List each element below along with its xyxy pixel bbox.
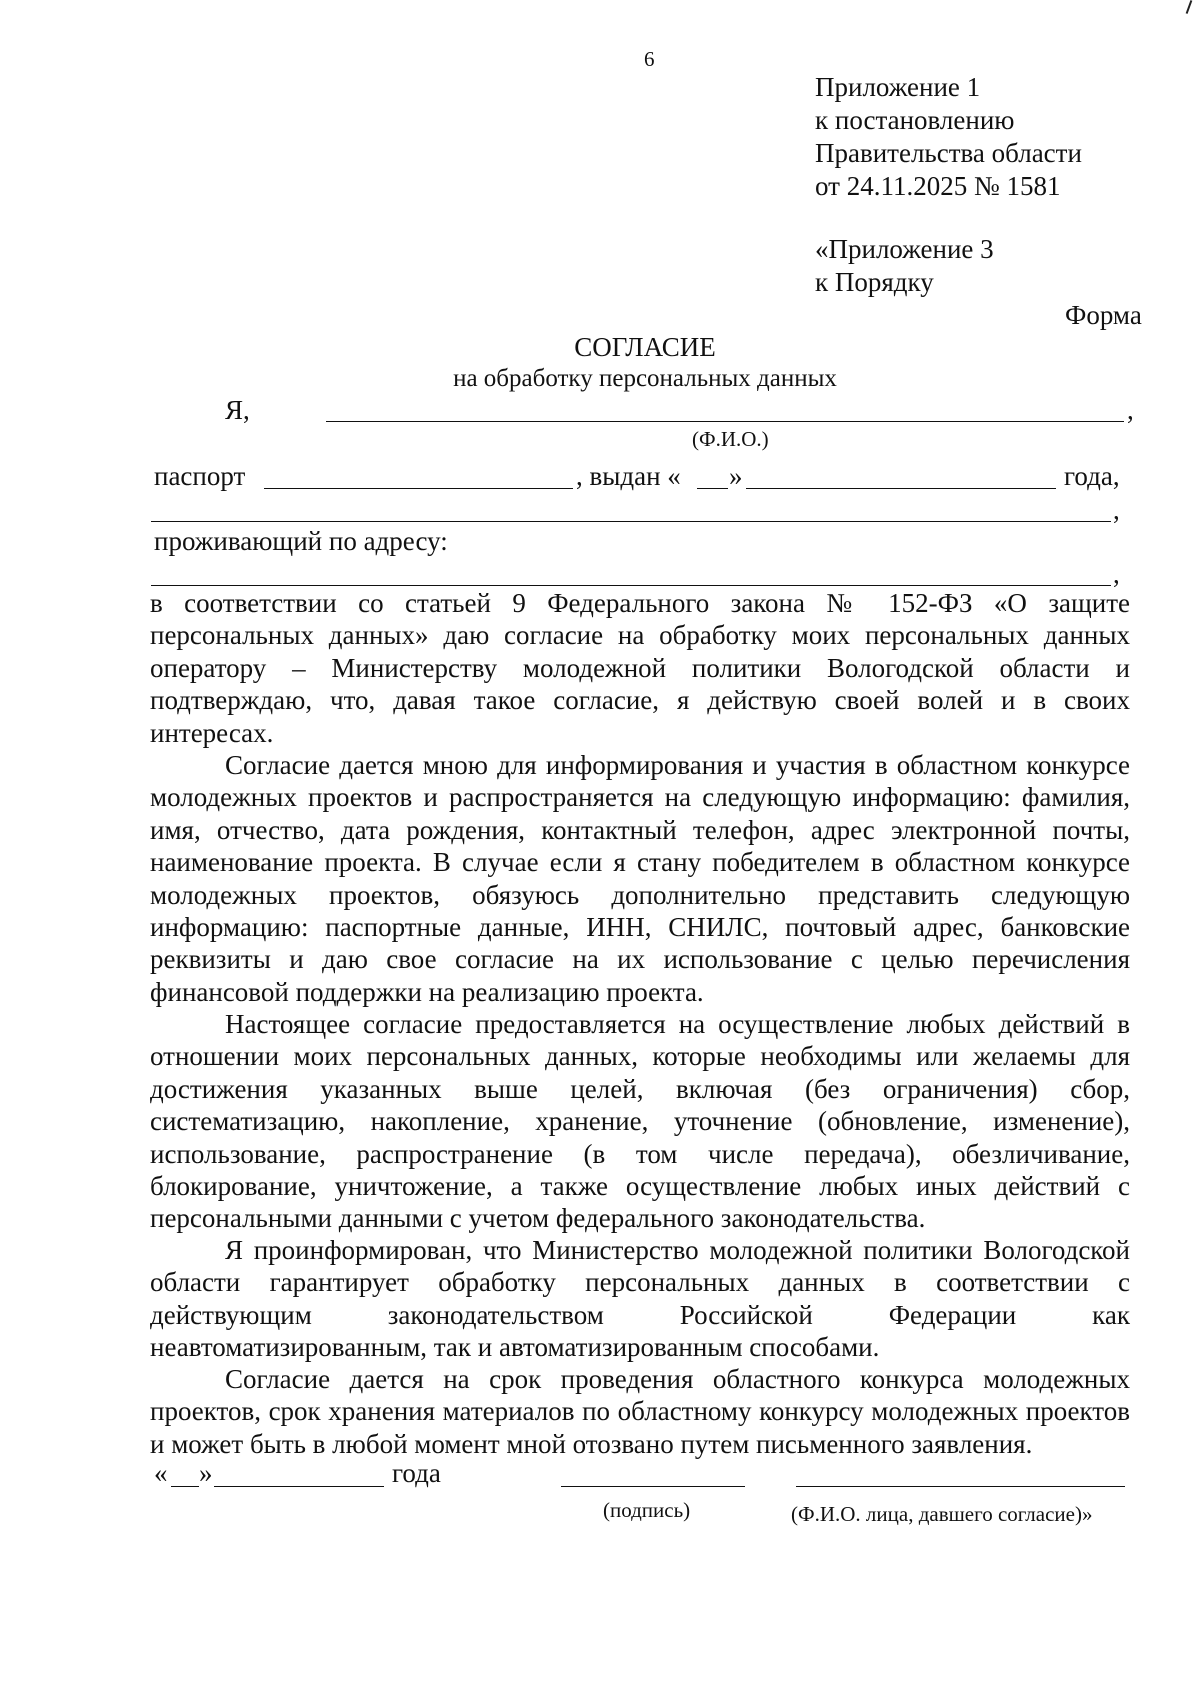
document-subtitle: на обработку персональных данных [453,365,837,392]
address-comma: , [1113,559,1120,589]
signer-fio-caption: (Ф.И.О. лица, давшего согласие)» [791,1502,1093,1526]
paragraph-3: Настоящее согласие предоставляется на осуществление любых действий в отношении моих персональных данных, которые необходимы или желаемы для достижения указанных выше целей, включая (без ограничения) сбор, систематизацию, накопление, хранение, уточнение (обновление, изменение), использование, распространение (в том числе передача), обезличивание, блокирование, уничтожение, а также осуществление любых иных действий с персональными данными с учетом федерального законодательства. [150,1009,1130,1234]
issued-comma: , [1113,495,1120,525]
paragraph-4: Я проинформирован, что Министерство молодежной политики Вологодской области гарантирует обработку персональных данных в соответствии с действующим законодательством Российской Федерации как неавтоматизированным, так и автоматизированным способами. [150,1235,1130,1363]
issued-by-continuation-field[interactable] [151,521,1111,522]
address-field[interactable] [151,585,1111,586]
signature-caption: (подпись) [603,1498,691,1522]
sign-month-field[interactable] [214,1486,384,1487]
page-number: 6 [644,47,655,71]
sign-day-field[interactable] [171,1486,199,1487]
attachment-line-5: «Приложение 3 [815,234,994,264]
paragraph-1: в соответствии со статьей 9 Федерального закона № 152-ФЗ «О защите персональных данных» даю согласие на обработку моих персональных данных оператору – Министерству молодежной политики Вологодской области и подтверждаю, что, давая такое согласие, я действую своей волей и в своих интересах. [150,588,1130,748]
form-label: Форма [1065,300,1142,330]
sign-date-open: « [154,1458,168,1488]
issued-day-field[interactable] [697,488,728,489]
paragraph-2: Согласие дается мною для информирования и участия в областном конкурсе молодежных проектов и распространяется на следующую информацию: фамилия, имя, отчество, дата рождения, контактный телефон, адрес электронной почты, наименование проекта. В случае если я стану победителем в областном конкурсе молодежных проектов, обязуюсь дополнительно представить следующую информацию: паспортные данные, ИНН, СНИЛС, почтовый адрес, банковские реквизиты и даю свое согласие на их использование с целью перечисления финансовой поддержки на реализацию проекта. [150,750,1130,1007]
attachment-line-3: Правительства области [815,138,1082,168]
sign-year-label: года [392,1458,441,1488]
attachment-line-1: Приложение 1 [815,72,981,102]
i-label: Я, [225,395,250,425]
fio-caption: (Ф.И.О.) [692,427,769,451]
year-label: года, [1064,461,1120,491]
sign-date-close: » [199,1458,213,1488]
paragraph-5: Согласие дается на срок проведения областного конкурса молодежных проектов, срок хранения материалов по областному конкурсу молодежных проектов и может быть в любой момент мной отозвано путем письменного заявления. [150,1364,1130,1459]
attachment-line-4: от 24.11.2025 № 1581 [815,171,1061,201]
address-label: проживающий по адресу: [154,526,448,556]
fio-field[interactable] [326,421,1124,422]
passport-label: паспорт [154,461,246,491]
issued-by-field[interactable] [746,488,1056,489]
attachment-line-2: к постановлению [815,105,1015,135]
passport-field[interactable] [264,488,573,489]
signer-fio-field[interactable] [796,1486,1125,1487]
signature-field[interactable] [561,1486,745,1487]
scan-mark [1186,0,1193,14]
issued-label: , выдан « [576,461,681,491]
fio-comma: , [1127,395,1134,425]
issued-close-quote: » [729,461,743,491]
attachment-line-6: к Порядку [815,267,934,297]
document-title: СОГЛАСИЕ [574,332,716,362]
